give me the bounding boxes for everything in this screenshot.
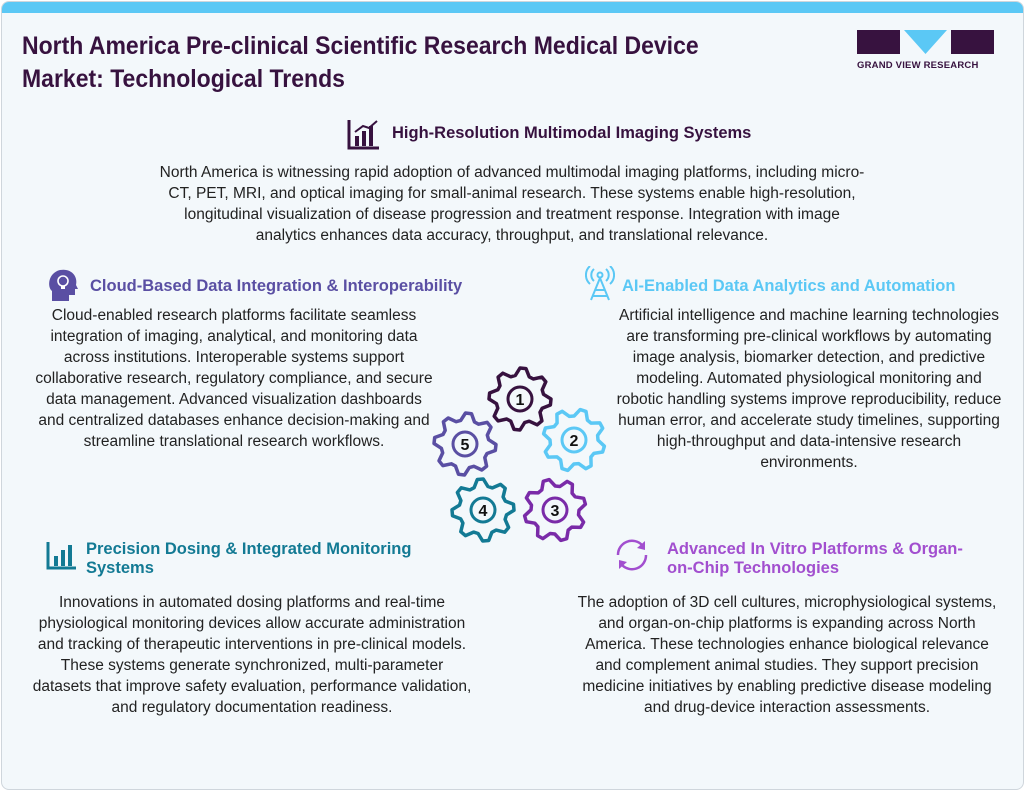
section-2-heading: AI-Enabled Data Analytics and Automation — [622, 277, 956, 295]
gear-diagram — [2, 2, 1023, 789]
gear-2 — [544, 410, 605, 471]
gear-number: 5 — [460, 437, 470, 454]
section-5-heading: Cloud-Based Data Integration & Interoperability — [90, 277, 463, 295]
section-3-body: The adoption of 3D cell cultures, microphysiological systems, and organ-on-chip platforms is expanding across North America. These technologies enhance biological relevance and complement animal studies. They support precision medicine initiatives by enabling predictive disease modeling and drug-device interaction assessments. — [577, 594, 997, 716]
section-4-body: Innovations in automated dosing platforms and real-time physiological monitoring devices allow accurate administration and tracking of therapeutic interventions in pre-clinical models. These systems generate synchronized, multi-parameter datasets that improve safety evaluation, performance validation, and regulatory documentation readiness. — [32, 594, 472, 716]
section-2-body: Artificial intelligence and machine learning technologies are transforming pre-clinical workflows by automating image analysis, biomarker detection, and predictive modeling. Automated physiological monitoring and robotic handling systems improve reproducibility, reduce human error, and accelerate study timelines, supporting high-throughput and data-intensive research environments. — [616, 307, 1002, 471]
section-1-body: North America is witnessing rapid adoption of advanced multimodal imaging platforms, including micro-CT, PET, MRI, and optical imaging for small-animal research. These systems enable high-resolution, longitudinal visualization of disease progression and treatment response. Integration with image analytics enhances data accuracy, throughput, and translational relevance. — [159, 164, 865, 244]
gear-5 — [434, 413, 496, 475]
infographic — [1, 1, 1024, 790]
gear-number: 3 — [550, 503, 560, 520]
section-3-heading: Advanced In Vitro Platforms & Organ-on-Chip Technologies — [667, 540, 963, 577]
page-title: North America Pre-clinical Scientific Research Medical Device Market: Technological Trends — [22, 32, 699, 93]
gear-1 — [489, 368, 551, 430]
gear-number: 2 — [569, 433, 579, 450]
gear-number: 1 — [515, 392, 525, 409]
section-4-heading: Precision Dosing & Integrated Monitoring Systems — [86, 540, 412, 577]
section-1-heading: High-Resolution Multimodal Imaging Systems — [392, 124, 752, 142]
gear-number: 4 — [478, 503, 488, 520]
section-5-body: Cloud-enabled research platforms facilitate seamless integration of imaging, analytical, and monitoring data across institutions. Interoperable systems support collaborative research, regulatory compliance, and secure data management. Advanced visualization dashboards and centralized databases enhance decision-making and streamline translational research workflows. — [35, 307, 433, 450]
gear-3 — [525, 480, 586, 541]
logo-text: GRAND VIEW RESEARCH — [857, 60, 979, 71]
gear-4 — [452, 479, 514, 541]
